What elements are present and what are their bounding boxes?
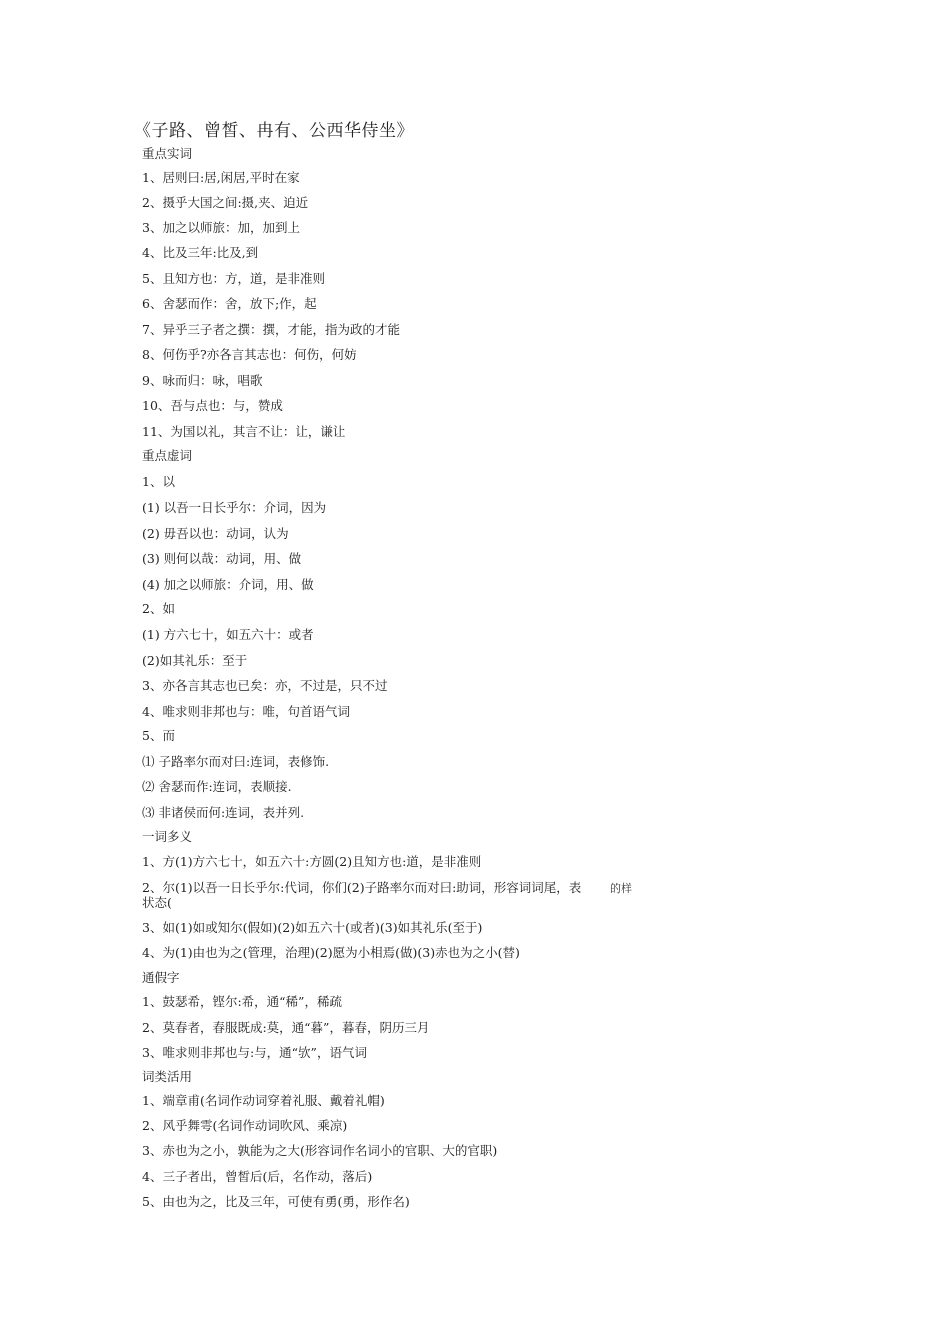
list-item: ⑴ 子路率尔而对曰:连词，表修饰.: [142, 754, 330, 769]
list-item: 6、舍瑟而作：舍，放下;作，起: [142, 296, 317, 311]
list-item: 1、以: [142, 474, 175, 489]
list-item: 5、由也为之，比及三年，可使有勇(勇，形作名): [142, 1194, 410, 1209]
section-heading-polysemy: 一词多义: [142, 829, 193, 844]
list-item: 10、吾与点也：与，赞成: [142, 398, 283, 413]
list-item: 3、加之以师旅：加，加到上: [142, 220, 300, 235]
list-item: (2)如其礼乐：至于: [142, 653, 248, 668]
section-heading-key-content-words: 重点实词: [142, 146, 193, 161]
list-item: (1) 以吾一日长乎尔：介词，因为: [142, 500, 327, 515]
list-item: 2、如: [142, 601, 175, 616]
section-heading-word-class-shift: 词类活用: [142, 1069, 193, 1084]
list-item: 11、为国以礼，其言不让：让，谦让: [142, 424, 346, 439]
list-item: 3、如(1)如或知尔(假如)(2)如五六十(或者)(3)如其礼乐(至于): [142, 920, 483, 935]
list-item: ⑵ 舍瑟而作:连词，表顺接.: [142, 779, 292, 794]
overflow-text-fragment: 的样: [610, 882, 632, 895]
list-item: 3、亦各言其志也已矣：亦，不过是，只不过: [142, 678, 388, 693]
list-item: 4、比及三年:比及,到: [142, 245, 259, 260]
list-item: 9、咏而归：咏，唱歌: [142, 373, 263, 388]
list-item: 2、风乎舞雩(名词作动词吹风、乘凉): [142, 1118, 348, 1133]
list-item: ⑶ 非诸侯而何:连词，表并列.: [142, 805, 305, 820]
list-item: 1、居则曰:居,闲居,平时在家: [142, 170, 300, 185]
list-item: 1、端章甫(名词作动词穿着礼服、戴着礼帽): [142, 1093, 385, 1108]
section-heading-key-function-words: 重点虚词: [142, 448, 193, 463]
list-item: (1) 方六七十，如五六十：或者: [142, 627, 314, 642]
list-item: (4) 加之以师旅：介词，用、做: [142, 577, 314, 592]
list-item: 1、方(1)方六七十，如五六十:方圆(2)且知方也:道，是非准则: [142, 854, 482, 869]
list-item: 3、赤也为之小，孰能为之大(形容词作名词小的官职、大的官职): [142, 1143, 498, 1158]
list-item-continuation: 状态(: [142, 895, 172, 910]
list-item: 4、唯求则非邦也与：唯，句首语气词: [142, 704, 350, 719]
list-item: 3、唯求则非邦也与:与，通“欤”，语气词: [142, 1045, 367, 1060]
list-item: 8、何伤乎?亦各言其志也：何伤，何妨: [142, 347, 357, 362]
section-heading-interchangeable-characters: 通假字: [142, 970, 180, 985]
list-item: (3) 则何以哉：动词，用、做: [142, 551, 302, 566]
list-item: 2、摄乎大国之间:摄,夹、迫近: [142, 195, 309, 210]
list-item: 2、尔(1)以吾一日长乎尔:代词，你们(2)子路率尔而对曰:助词，形容词词尾，表: [142, 880, 582, 895]
page-title: 《子路、曾皙、冉有、公西华侍坐》: [134, 121, 414, 141]
list-item: 1、鼓瑟希，铿尔:希，通“稀”，稀疏: [142, 994, 342, 1009]
list-item: (2) 毋吾以也：动词，认为: [142, 526, 289, 541]
list-item: 4、为(1)由也为之(管理，治理)(2)愿为小相焉(做)(3)赤也为之小(替): [142, 945, 520, 960]
list-item: 5、而: [142, 728, 175, 743]
list-item: 4、三子者出，曾皙后(后，名作动，落后): [142, 1169, 373, 1184]
list-item: 5、且知方也：方，道，是非准则: [142, 271, 325, 286]
list-item: 7、异乎三子者之撰：撰，才能，指为政的才能: [142, 322, 400, 337]
list-item: 2、莫春者，春服既成:莫，通“暮”，暮春，阴历三月: [142, 1020, 430, 1035]
